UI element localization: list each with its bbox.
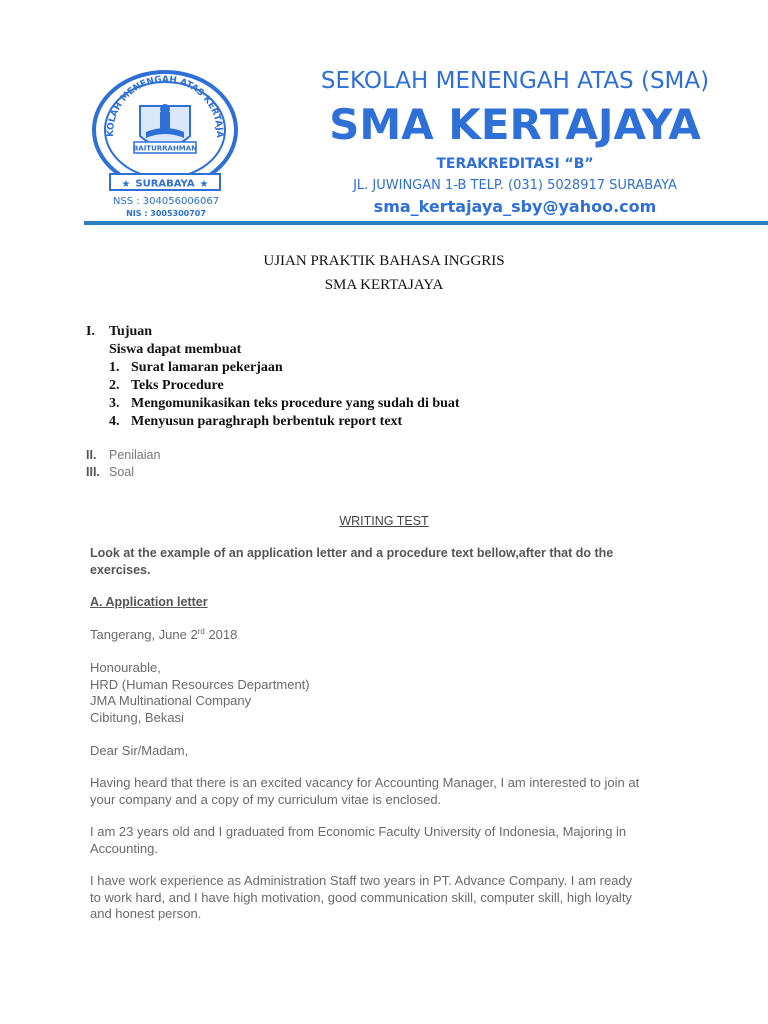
- exam-title: UJIAN PRAKTIK BAHASA INGGRIS: [263, 253, 505, 269]
- outline-label-tujuan: Tujuan: [109, 324, 153, 339]
- objective-num: 4.: [109, 414, 120, 429]
- paragraph-2-line: I am 23 years old and I graduated from Economic Faculty University of Indonesia, Majoring in: [90, 824, 627, 839]
- letter-date: [90, 627, 237, 644]
- paragraph-3-line: I have work experience as Administration Staff two years in PT. Advance Company. I am ready: [90, 873, 633, 888]
- objective-num: 1.: [109, 360, 120, 375]
- recipient-line: HRD (Human Resources Department): [90, 676, 310, 692]
- outline-intro: Siswa dapat membuat: [109, 342, 242, 357]
- school-email: sma_kertajaya_sby@yahoo.com: [373, 197, 657, 216]
- letter-date-year: 2018: [204, 627, 238, 642]
- accreditation: TERAKREDITASI “B”: [436, 156, 594, 172]
- recipient-line: Honourable,: [90, 660, 161, 675]
- logo-city-text: SURABAYA: [135, 178, 195, 190]
- letterhead-divider: [84, 221, 768, 225]
- outline-numeral-2: II.: [86, 448, 97, 462]
- outline-label-penilaian: Penilaian: [109, 448, 161, 462]
- section-a-heading: A. Application letter: [90, 595, 208, 609]
- paragraph-2-line: Accounting.: [90, 840, 158, 856]
- objective-num: 3.: [109, 396, 120, 411]
- school-type: SEKOLAH MENENGAH ATAS (SMA): [320, 68, 710, 94]
- school-name: SMA KERTAJAYA: [329, 100, 701, 149]
- instruction-line-1: Look at the example of an application letter and a procedure text bellow,after that do the: [90, 546, 614, 560]
- outline-numeral-1: I.: [86, 324, 95, 339]
- objective-num: 2.: [109, 378, 120, 393]
- objective-item: Menyusun paraghraph berbentuk report text: [131, 414, 403, 429]
- nss-number: NSS : 304056006067: [112, 196, 220, 207]
- svg-text:★: ★: [199, 179, 209, 190]
- instruction-line-2: exercises.: [90, 563, 151, 577]
- objective-item: Surat lamaran pekerjaan: [131, 360, 283, 375]
- objective-item: Teks Procedure: [131, 378, 224, 393]
- school-address: JL. JUWINGAN 1-B TELP. (031) 5028917 SURABAYA: [353, 178, 677, 193]
- letter-date-prefix: Tangerang, June 2: [90, 627, 198, 642]
- school-emblem-icon: [90, 66, 240, 200]
- paragraph-3-line: to work hard, and I have high motivation, good communication skill, computer skill, high loyalty: [90, 889, 632, 905]
- nis-number: NIS : 3005300707: [126, 209, 206, 218]
- outline-numeral-3: III.: [86, 465, 100, 479]
- paragraph-1-line: Having heard that there is an excited vacancy for Accounting Manager, I am interested to join at: [90, 775, 640, 790]
- recipient-line: Cibitung, Bekasi: [90, 709, 184, 725]
- outline-label-soal: Soal: [109, 465, 135, 479]
- letter-date-suffix: rd: [197, 627, 205, 636]
- school-logo: [90, 66, 240, 200]
- writing-test-heading: WRITING TEST: [339, 514, 429, 528]
- logo-ring-text: KOLAH MENENGAH ATAS KERTAJA: [105, 74, 225, 137]
- objective-item: Mengomunikasikan teks procedure yang sudah di buat: [131, 396, 460, 411]
- exam-school: SMA KERTAJAYA: [324, 277, 444, 293]
- paragraph-1-line: your company and a copy of my curriculum vitae is enclosed.: [90, 791, 442, 807]
- letter-salutation: Dear Sir/Madam,: [90, 743, 189, 758]
- paragraph-3-line: and honest person.: [90, 906, 202, 921]
- svg-text:★: ★: [121, 179, 131, 190]
- logo-banner-text: BAITURRAHMAN: [132, 144, 198, 153]
- recipient-line: JMA Multinational Company: [90, 693, 252, 708]
